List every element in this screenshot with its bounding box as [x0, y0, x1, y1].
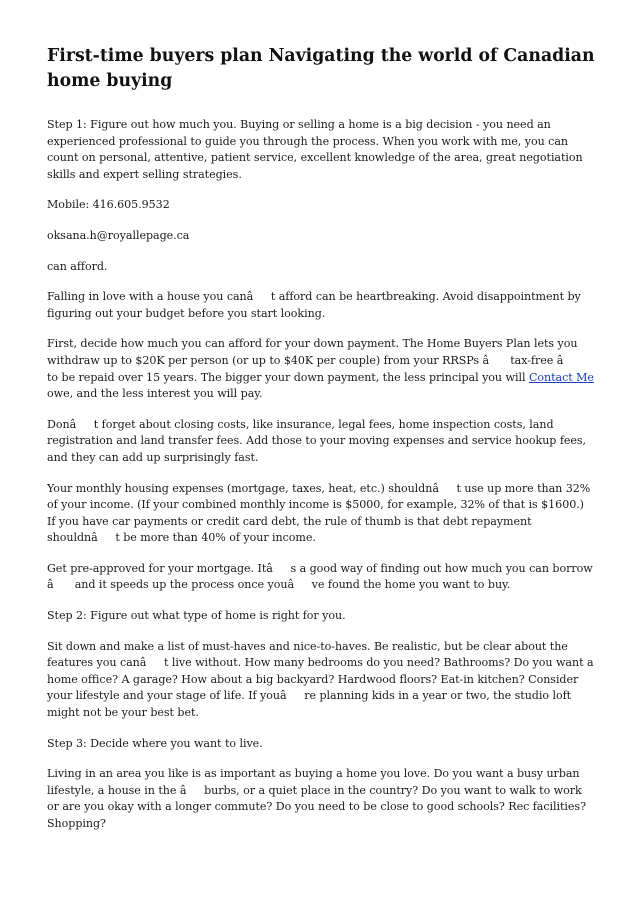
living-area-paragraph: Living in an area you like is as important as buying a home you love. Do you want a busy urban lifestyle, a house in the âburbs, or a quiet place in the country? Do you want to walk to work or are you okay with a longer commute? Do you need to be close to good schools? Rec facilities? Shopping?: [47, 767, 586, 830]
email-address: oksana.h@royallepage.ca: [47, 228, 190, 242]
step-1-paragraph: Step 1: Figure out how much you. Buying or selling a home is a big decision - you need an experienced professional to guide you through the process. When you work with me, you can count on personal, attentive, patient service, excellent knowledge of the area, great negotiation skills and expert selling strategies.: [47, 118, 583, 181]
can-afford-line: can afford.: [47, 259, 108, 273]
step-2-heading: Step 2: Figure out what type of home is right for you.: [47, 609, 346, 623]
mobile-number: Mobile: 416.605.9532: [47, 198, 170, 212]
contact-me-link[interactable]: Contact Me: [528, 370, 594, 384]
must-haves-paragraph: Sit down and make a list of must-haves and nice-to-haves. Be realistic, but be clear about the features you canât live without. How many bedrooms do you need? Bathrooms? Do you want a home office? A garage? How about a big backyard? Hardwood floors? Eat-in kitchen? Consider your lifestyle and your stage of life. If youâre planning kids in a year or two, the studio loft might not be your best bet.: [47, 639, 594, 720]
step-3-heading: Step 3: Decide where you want to live.: [47, 736, 263, 750]
down-payment-paragraph: [47, 336, 595, 402]
document-page: [47, 44, 595, 847]
closing-costs-paragraph: Donât forget about closing costs, like insurance, legal fees, home inspection costs, land registration and land transfer fees. Add those to your moving expenses and service hookup fees, and they can add up surprisingly fast.: [47, 417, 587, 464]
falling-in-love-paragraph: Falling in love with a house you canât afford can be heartbreaking. Avoid disappointment by figuring out your budget before you start looking.: [47, 290, 581, 320]
monthly-expenses-paragraph: Your monthly housing expenses (mortgage, taxes, heat, etc.) shouldnât use up more than 32% of your income. (If your combined monthly income is $5000, for example, 32% of that is $1600.) If you have car payments or credit card debt, the rule of thumb is that debt repayment shouldnât be more than 40% of your income.: [47, 481, 591, 545]
down-payment-text-end: owe, and the less interest you will pay.: [47, 387, 263, 401]
pre-approval-paragraph: Get pre-approved for your mortgage. Itâs a good way of finding out how much you can borrow â and it speeds up the process once youâve found the home you want to buy.: [47, 561, 593, 592]
down-payment-text-start: First, decide how much you can afford for your down payment. The Home Buyers Plan lets you withdraw up to $20K per person (or up to $40K per couple) from your RRSPs â tax-free â to be repaid over 15 years. The bigger your down payment, the less principal you will: [47, 337, 581, 384]
page-title: First-time buyers plan Navigating the world of Canadian home buying: [47, 46, 595, 91]
